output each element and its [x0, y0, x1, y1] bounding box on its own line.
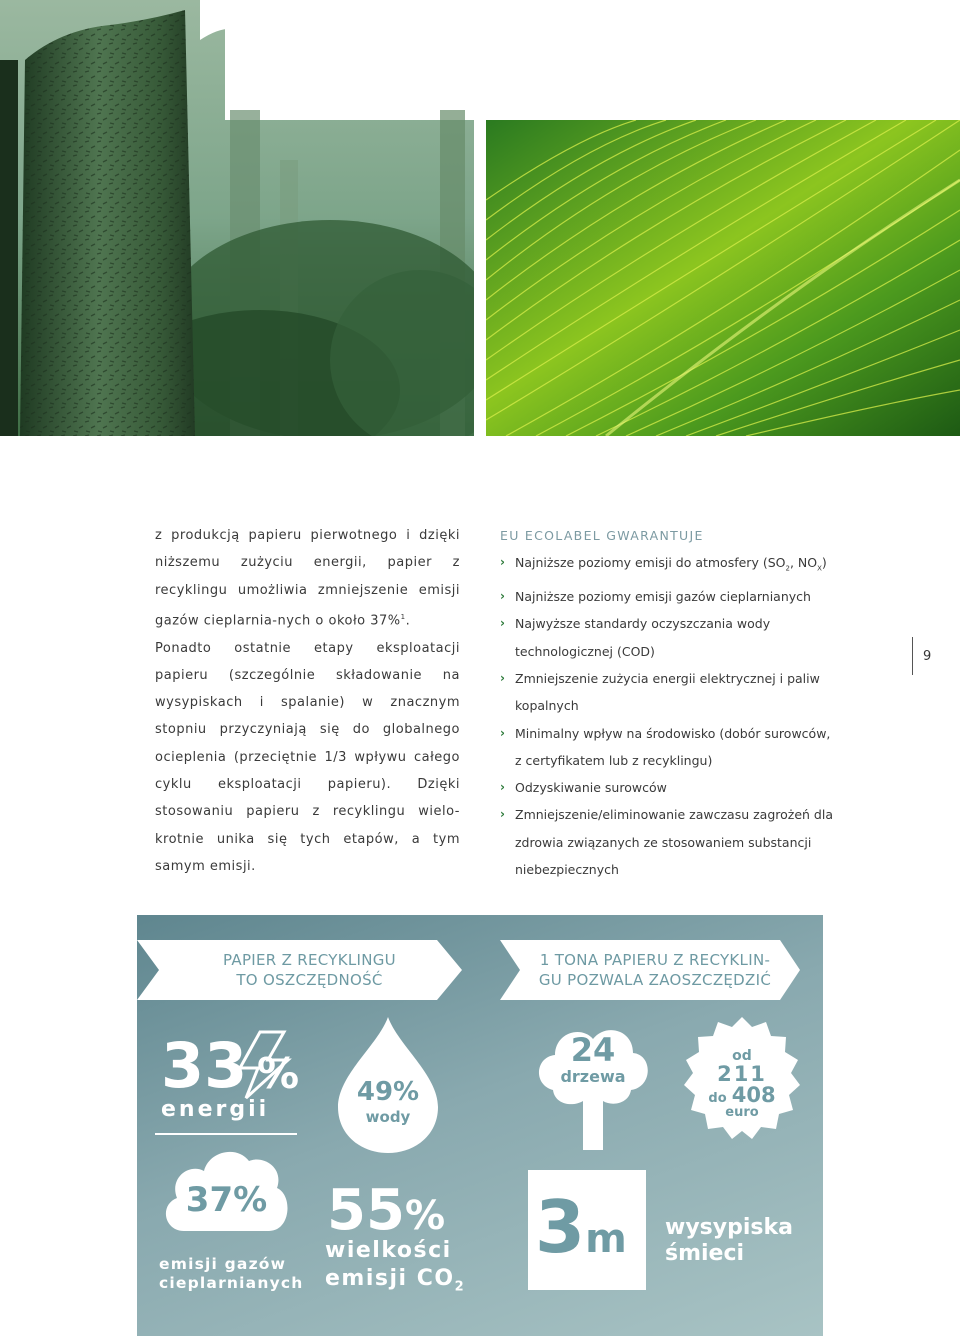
chevron-right-icon: ›	[500, 589, 505, 604]
paragraph-landfill: Ponadto ostatnie etapy eksploatacji papieru (szczególnie składowanie na wysypiskach i spalanie) w znacznym stopniu przyczyniają się do globalnego ocieplenia (przeciętnie 1/3 wpływu całego cyklu eksploatacji papieru). Dzięki stosowaniu papieru z recyklingu wielo-krotnie unika się tych etapów, a tym samym emisji.	[155, 640, 460, 874]
list-item: › Odzyskiwanie surowców	[500, 774, 840, 801]
ribbon-left-text: PAPIER Z RECYKLINGU TO OSZCZĘDNOŚĆ	[223, 951, 396, 989]
water-label: wody	[365, 1108, 411, 1126]
chevron-right-icon: ›	[500, 670, 505, 685]
water-value: 49%	[356, 1077, 420, 1107]
list-item: › Zmniejszenie zużycia energii elektrycznej i paliw kopalnych	[500, 665, 840, 720]
chevron-right-icon: ›	[500, 725, 505, 740]
chevron-right-icon: ›	[500, 616, 505, 631]
euro-from: od	[732, 1048, 752, 1064]
euro-range: do 408	[708, 1083, 776, 1107]
ecolabel-heading: EU ECOLABEL GWARANTUJE	[500, 528, 704, 543]
paragraph-recycling-emissions: z produkcją papieru pierwotnego i dzięki niższemu zużyciu energii, papier z recyklingu umożliwia zmniejszenie emisji gazów cieplarnia-nych o około 37%$^1$.	[155, 528, 460, 629]
divider	[155, 1133, 297, 1135]
chevron-right-icon: ›	[500, 555, 505, 570]
ghg-label: emisji gazów cieplarnianych	[159, 1255, 304, 1292]
euro-min: 211	[717, 1062, 767, 1086]
page-number: 9	[912, 637, 931, 675]
list-item: › Zmniejszenie/eliminowanie zawczasu zagrożeń dla zdrowia związanych ze stosowaniem substancji niebezpiecznych	[500, 801, 840, 883]
left-text-column	[155, 522, 460, 880]
chevron-right-icon: ›	[500, 807, 505, 822]
ribbon-right-text: 1 TONA PAPIERU Z RECYKLIN- GU POZWALA ZAOSZCZĘDZIĆ	[538, 951, 772, 989]
co2-value: 55%	[327, 1178, 446, 1243]
forest-photo	[0, 0, 474, 436]
list-item: › Najniższe poziomy emisji gazów cieplarnianych	[500, 583, 840, 610]
energy-label: energii	[161, 1097, 270, 1122]
list-item: › Minimalny wpływ na środowisko (dobór surowców, z certyfikatem lub z recyklingu)	[500, 720, 840, 775]
landfill-label: wysypiska śmieci	[665, 1215, 793, 1266]
trees-label: drzewa	[560, 1067, 626, 1086]
chevron-right-icon: ›	[500, 780, 505, 795]
landfill-value: 3m	[535, 1185, 627, 1269]
landfill-exponent: 3	[623, 1183, 639, 1208]
ecolabel-column	[500, 522, 840, 883]
ecolabel-list	[500, 549, 840, 883]
energy-value: 33	[161, 1029, 248, 1102]
ghg-value: 37%	[185, 1180, 268, 1220]
list-item: › Najniższe poziomy emisji do atmosfery ($SO_2$, $NO_X$)	[500, 549, 840, 583]
savings-infographic	[137, 915, 823, 1336]
energy-percent: %	[257, 1049, 300, 1098]
leaf-photo	[486, 120, 960, 436]
co2-label: wielkości emisji $CO_2$	[325, 1238, 466, 1295]
list-item: › Najwyższe standardy oczyszczania wody technologicznej (COD)	[500, 610, 840, 665]
trees-value: 24	[570, 1031, 616, 1069]
euro-label: euro	[725, 1105, 759, 1120]
